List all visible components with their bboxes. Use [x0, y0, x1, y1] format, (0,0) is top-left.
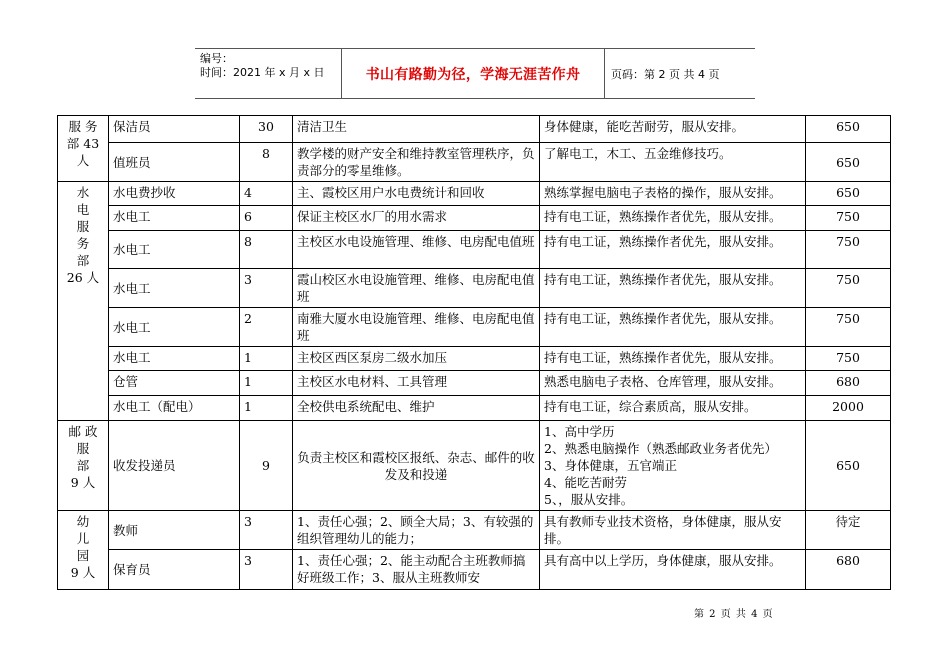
- count-cell: 30: [240, 116, 293, 143]
- table-row: [58, 116, 891, 143]
- requirement-cell: 具有教师专业技术资格，身体健康，服从安排。: [540, 511, 806, 550]
- table-row: [58, 182, 891, 206]
- table-row: [58, 206, 891, 231]
- requirement-cell: 1、高中学历 2、熟悉电脑操作（熟悉邮政业务者优先） 3、身体健康，五官端正 4、能吃苦耐劳 5、，服从安排。: [540, 421, 806, 511]
- table-row: [58, 396, 891, 421]
- duty-cell: 主校区西区泵房二级水加压: [293, 347, 540, 371]
- requirement-cell: 持有电工证，熟练操作者优先，服从安排。: [540, 231, 806, 269]
- page-header: [195, 48, 755, 99]
- pay-cell: 680: [806, 550, 891, 590]
- count-cell: 3: [240, 550, 293, 590]
- table-row: [58, 269, 891, 308]
- duty-cell: 1、责任心强；2、顾全大局；3、有较强的组织管理幼儿的能力；: [293, 511, 540, 550]
- duty-cell: 南雅大厦水电设施管理、维修、电房配电值班: [293, 308, 540, 347]
- count-cell: 3: [240, 511, 293, 550]
- position-cell: 保洁员: [109, 116, 240, 143]
- table-row: [58, 550, 891, 590]
- duty-cell: 教学楼的财产安全和维持教室管理秩序，负责部分的零星维修。: [293, 143, 540, 182]
- department-cell: 服 务 部 43 人: [58, 116, 109, 182]
- table-row: [58, 231, 891, 269]
- department-cell: 幼 儿 园 9 人: [58, 511, 109, 590]
- pay-cell: 650: [806, 116, 891, 143]
- staffing-table: [57, 115, 891, 590]
- duty-cell: 主校区水电材料、工具管理: [293, 371, 540, 396]
- pay-cell: 650: [806, 182, 891, 206]
- pay-cell: 750: [806, 231, 891, 269]
- position-cell: 水电工: [109, 231, 240, 269]
- duty-cell: 负责主校区和霞校区报纸、杂志、邮件的收发及和投递: [293, 421, 540, 511]
- page-footer: 第 2 页 共 4 页: [694, 609, 774, 620]
- count-cell: 8: [240, 231, 293, 269]
- pay-cell: 650: [806, 143, 891, 182]
- requirement-cell: 持有电工证，熟练操作者优先，服从安排。: [540, 269, 806, 308]
- table-row: [58, 421, 891, 511]
- requirement-cell: 持有电工证，熟练操作者优先，服从安排。: [540, 308, 806, 347]
- duty-cell: 主校区水电设施管理、维修、电房配电值班: [293, 231, 540, 269]
- table-row: [58, 347, 891, 371]
- table-row: [58, 371, 891, 396]
- requirement-cell: 持有电工证，熟练操作者优先，服从安排。: [540, 347, 806, 371]
- requirement-cell: 熟练掌握电脑电子表格的操作，服从安排。: [540, 182, 806, 206]
- pay-cell: 750: [806, 308, 891, 347]
- duty-cell: 保证主校区水厂的用水需求: [293, 206, 540, 231]
- pay-cell: 680: [806, 371, 891, 396]
- table-row: [58, 308, 891, 347]
- count-cell: 1: [240, 396, 293, 421]
- count-cell: 1: [240, 371, 293, 396]
- header-meta: [195, 49, 341, 98]
- duty-cell: 清洁卫生: [293, 116, 540, 143]
- count-cell: 4: [240, 182, 293, 206]
- header-motto: 书山有路勤为径，学海无涯苦作舟: [341, 49, 605, 98]
- position-cell: 水电工: [109, 269, 240, 308]
- position-cell: 保育员: [109, 550, 240, 590]
- position-cell: 水电工: [109, 206, 240, 231]
- requirement-cell: 了解电工，木工、五金维修技巧。: [540, 143, 806, 182]
- header-page-info: 页码：第 2 页 共 4 页: [611, 67, 720, 81]
- position-cell: 教师: [109, 511, 240, 550]
- position-cell: 水电工: [109, 308, 240, 347]
- pay-cell: 750: [806, 206, 891, 231]
- duty-cell: 霞山校区水电设施管理、维修、电房配电值班: [293, 269, 540, 308]
- pay-cell: 待定: [806, 511, 891, 550]
- requirement-cell: 身体健康，能吃苦耐劳，服从安排。: [540, 116, 806, 143]
- count-cell: 3: [240, 269, 293, 308]
- requirement-cell: 持有电工证，综合素质高，服从安排。: [540, 396, 806, 421]
- position-cell: 值班员: [109, 143, 240, 182]
- department-cell: 水 电 服 务 部 26 人: [58, 182, 109, 421]
- position-cell: 水电工（配电）: [109, 396, 240, 421]
- position-cell: 仓管: [109, 371, 240, 396]
- document-number-label: 编号：: [200, 52, 233, 65]
- pay-cell: 650: [806, 421, 891, 511]
- table-row: [58, 143, 891, 182]
- count-cell: 2: [240, 308, 293, 347]
- table-row: [58, 511, 891, 550]
- duty-cell: 1、责任心强；2、能主动配合主班教师搞好班级工作；3、服从主班教师安: [293, 550, 540, 590]
- position-cell: 收发投递员: [109, 421, 240, 511]
- department-cell: 邮 政 服 部 9 人: [58, 421, 109, 511]
- requirement-cell: 持有电工证，熟练操作者优先，服从安排。: [540, 206, 806, 231]
- position-cell: 水电费抄收: [109, 182, 240, 206]
- duty-cell: 主、霞校区用户水电费统计和回收: [293, 182, 540, 206]
- count-cell: 1: [240, 347, 293, 371]
- pay-cell: 750: [806, 269, 891, 308]
- position-cell: 水电工: [109, 347, 240, 371]
- count-cell: 8: [240, 143, 293, 182]
- pay-cell: 2000: [806, 396, 891, 421]
- count-cell: 6: [240, 206, 293, 231]
- pay-cell: 750: [806, 347, 891, 371]
- duty-cell: 全校供电系统配电、维护: [293, 396, 540, 421]
- requirement-cell: 熟悉电脑电子表格、仓库管理，服从安排。: [540, 371, 806, 396]
- document-date: 时间：2021 年 x 月 x 日: [200, 66, 325, 79]
- count-cell: 9: [240, 421, 293, 511]
- requirement-cell: 具有高中以上学历，身体健康，服从安排。: [540, 550, 806, 590]
